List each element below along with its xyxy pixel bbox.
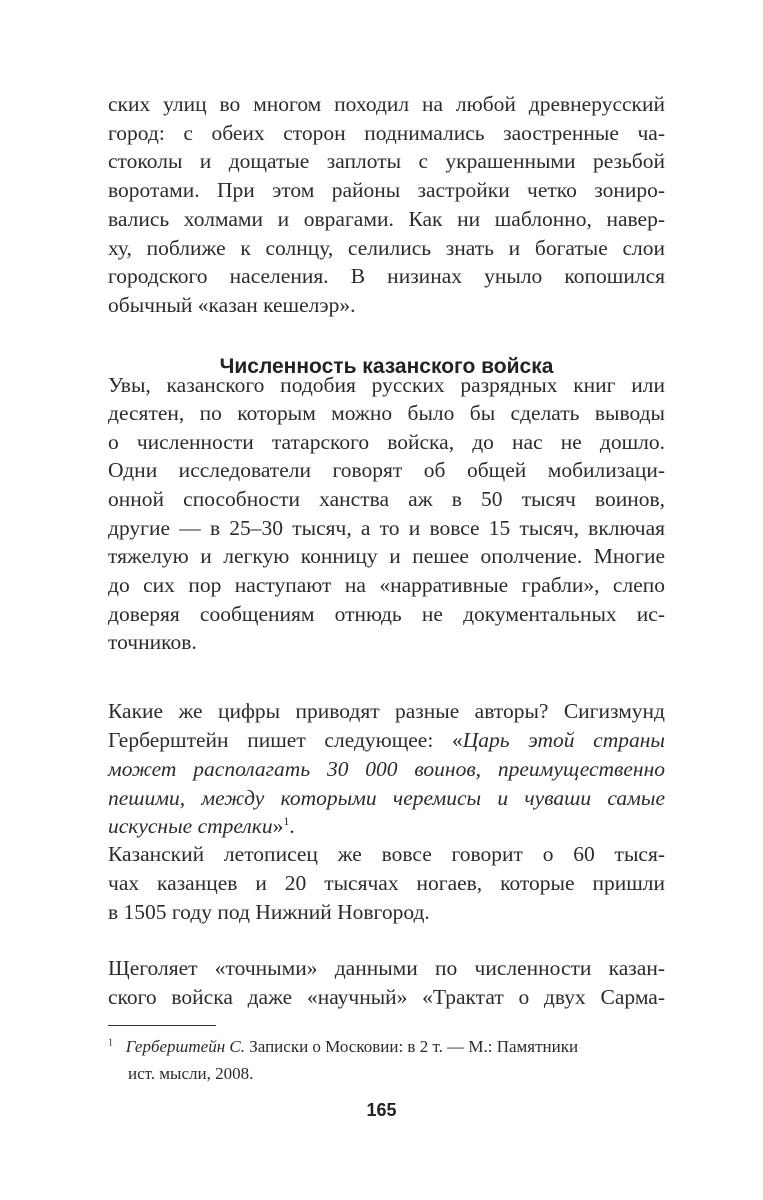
- text-segment: Герберштейн пишет следующее: «: [108, 728, 463, 752]
- text-line: ских улиц во многом походил на любой древнерусский: [108, 92, 665, 116]
- text-line: обычный «казан кешелэр».: [108, 293, 356, 317]
- quote-close: »: [272, 814, 284, 838]
- footnote-divider: [108, 1025, 216, 1026]
- text-line: Одни исследователи говорят об общей мобилизаци-: [108, 458, 665, 482]
- section-heading: Численность казанского войска: [219, 355, 554, 378]
- text-line: тяжелую и легкую конницу и пешее ополчение. Многие: [108, 544, 665, 568]
- text-line: Казанский летописец же вовсе говорит о 60 тыся-: [108, 842, 665, 866]
- text-line: стоколы и дощатые заплоты с украшенными резьбой: [108, 149, 665, 173]
- text-line: [108, 812, 665, 840]
- text-line: в 1505 году под Нижний Новгород.: [108, 900, 430, 924]
- text-line: городского населения. В низинах уныло копошился: [108, 264, 665, 288]
- text-line: до сих пор наступают на «нарративные грабли», слепо: [108, 573, 665, 597]
- text-line: воротами. При этом районы застройки четко зониро-: [108, 178, 665, 202]
- quote-segment: искусные стрелки: [108, 814, 273, 838]
- footnote-number: 1: [108, 1037, 113, 1049]
- footnote-author: Герберштейн С.: [125, 1037, 245, 1056]
- text-line: чах казанцев и 20 тысячах ногаев, которые пришли: [108, 871, 665, 895]
- footnote-line: [108, 1034, 665, 1060]
- quote-line: может располагать 30 000 воинов, преимущественно: [108, 757, 665, 781]
- text-line: Какие же цифры приводят разные авторы? Сигизмунд: [108, 699, 665, 723]
- footnote-text: Записки о Московии: в 2 т. — М.: Памятники: [244, 1037, 579, 1056]
- text-line: десятен, по которым можно было бы сделать выводы: [108, 401, 665, 425]
- text-line: другие — в 25–30 тысяч, а то и вовсе 15 тысяч, включая: [108, 516, 665, 540]
- text-line: ху, поближе к солнцу, селились знать и богатые слои: [108, 236, 665, 260]
- text-line: [108, 726, 665, 754]
- text-line: доверяя сообщениям отнюдь не документальных ис-: [108, 602, 665, 626]
- text-line: Увы, казанского подобия русских разрядных книг или: [108, 373, 665, 397]
- text-line: ского войска даже «научный» «Трактат о двух Сарма-: [108, 985, 665, 1009]
- quote-segment: Царь этой страны: [462, 728, 665, 752]
- footnote-line: ист. мысли, 2008.: [128, 1064, 254, 1083]
- text-line: о численности татарского войска, до нас не дошло.: [108, 430, 665, 454]
- text-line: онной способности ханства аж в 50 тысяч воинов,: [108, 487, 665, 511]
- text-line: Щеголяет «точными» данными по численности казан-: [108, 956, 665, 980]
- page-number: 165: [366, 1100, 397, 1120]
- text-line: точников.: [108, 630, 197, 654]
- quote-line: пешими, между которыми черемисы и чуваши самые: [108, 786, 665, 810]
- text-segment: .: [289, 814, 295, 838]
- footnote-reference[interactable]: 1: [283, 813, 290, 828]
- text-line: вались холмами и оврагами. Как ни шаблонно, навер-: [108, 207, 665, 231]
- text-line: город: с обеих сторон поднимались заостренные ча-: [108, 121, 665, 145]
